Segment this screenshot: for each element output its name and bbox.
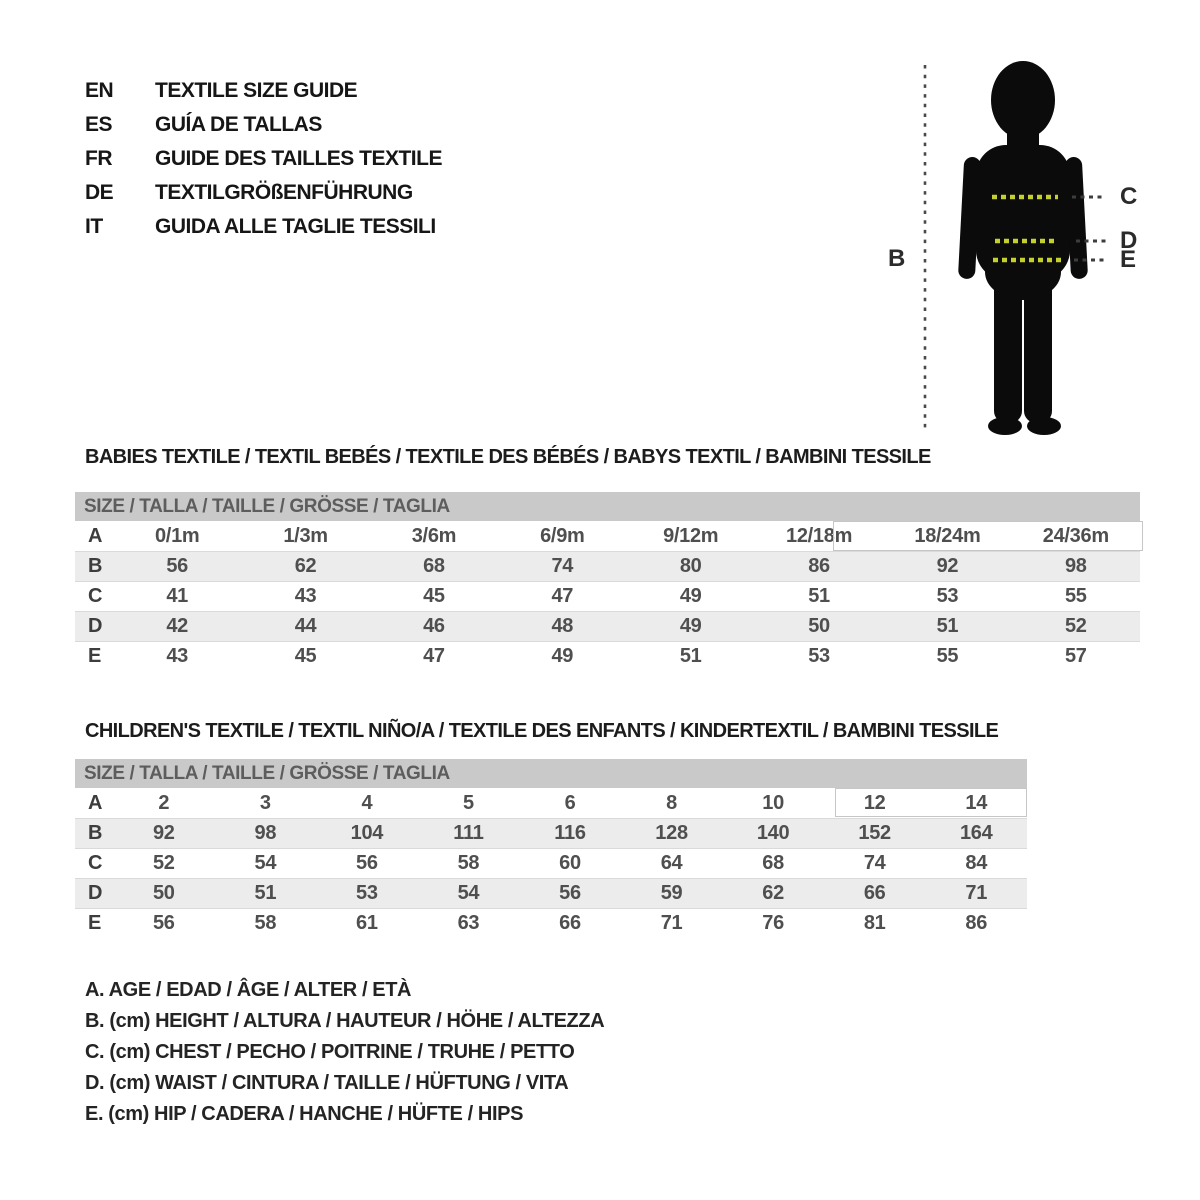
table-cell: 45 [423,585,445,607]
table-cell: 1/3m [283,524,328,547]
table-cell: 14 [965,791,988,814]
table-cell: 56 [559,882,581,904]
table-cell: 53 [936,585,959,607]
table-cell: 42 [166,615,189,637]
table-cell: 111 [453,822,484,844]
table-cell: 140 [756,822,790,844]
table-cell: 2 [158,791,170,814]
row-label: C [88,585,103,607]
label-B: B [888,245,906,272]
language-code: FR [85,147,112,170]
table-row [75,908,1027,938]
table-cell: 45 [294,645,317,667]
table-cell: 59 [660,882,683,904]
table-cell: 81 [863,912,886,934]
table-cell: 51 [254,882,277,904]
children-size-table [75,759,1027,938]
table-cell: 56 [152,912,175,934]
table-cell: 64 [660,852,683,874]
table-row [75,848,1027,878]
table-cell: 68 [762,852,784,874]
table-cell: 62 [762,882,784,904]
table-cell: 49 [551,645,574,667]
language-title: TEXTILE SIZE GUIDE [155,79,358,102]
table-cell: 57 [1064,645,1087,667]
table-cell: 50 [808,615,830,637]
babies-size-table [75,492,1140,671]
language-code: ES [85,113,113,136]
height-line-B [888,65,925,428]
language-title: GUIDE DES TAILLES TEXTILE [155,147,442,170]
table-cell: 10 [762,791,784,814]
table-cell: 5 [463,791,474,814]
row-label: B [88,822,103,844]
table-cell: 4 [361,791,373,814]
table-cell: 92 [936,555,959,577]
table-cell: 51 [808,585,830,607]
table-cell: 164 [959,822,993,844]
table-cell: 49 [679,585,702,607]
table-row [75,878,1027,908]
children-table-body [75,788,1027,938]
table-cell: 84 [965,852,988,874]
table-cell: 43 [166,645,189,667]
table-cell: 56 [356,852,378,874]
table-cell: 6 [564,791,576,814]
legend-row: B. (cm) HEIGHT / ALTURA / HAUTEUR / HÖHE / ALTEZZA [85,1010,605,1032]
label-E: E [1120,246,1137,273]
row-label: E [88,912,102,934]
row-label: A [88,524,103,547]
table-row [75,521,1140,551]
size-table-header: SIZE / TALLA / TAILLE / GRÖSSE / TAGLIA [75,759,1027,788]
table-cell: 18/24m [914,524,981,547]
table-cell: 51 [936,615,959,637]
measurement-legend [85,975,604,1130]
table-cell: 3 [259,791,271,814]
table-cell: 80 [679,555,702,577]
table-cell: 51 [679,645,702,667]
row-label: B [88,555,103,577]
table-cell: 76 [762,912,784,934]
legend-row: D. (cm) WAIST / CINTURA / TAILLE / HÜFTUNG / VITA [85,1072,569,1094]
table-cell: 71 [965,882,988,904]
table-row [75,641,1140,671]
language-row [85,210,442,244]
table-row [75,788,1027,818]
children-section-heading: CHILDREN'S TEXTILE / TEXTIL NIÑO/A / TEXTILE DES ENFANTS / KINDERTEXTIL / BAMBINI TESSILE [85,720,999,742]
table-cell: 92 [152,822,175,844]
table-cell: 46 [423,615,445,637]
child-measurement-figure [880,50,1180,450]
table-cell: 12 [863,791,886,814]
babies-table-body [75,521,1140,671]
table-cell: 9/12m [663,524,719,547]
legend-row: C. (cm) CHEST / PECHO / POITRINE / TRUHE / PETTO [85,1041,575,1063]
table-cell: 56 [166,555,189,577]
table-cell: 43 [294,585,317,607]
table-cell: 54 [457,882,480,904]
table-cell: 74 [863,852,886,874]
table-cell: 86 [965,912,988,934]
legend-row: E. (cm) HIP / CADERA / HANCHE / HÜFTE / HIPS [85,1103,524,1125]
language-title: GUIDA ALLE TAGLIE TESSILI [155,215,436,238]
label-C: C [1120,183,1138,210]
table-row [75,581,1140,611]
table-cell: 8 [666,791,677,814]
table-cell: 86 [808,555,830,577]
language-list [85,74,442,244]
table-cell: 0/1m [154,524,200,547]
table-cell: 98 [1064,555,1087,577]
table-cell: 68 [423,555,445,577]
language-row [85,108,442,142]
table-cell: 52 [1064,615,1087,637]
child-silhouette [958,61,1088,435]
table-cell: 44 [294,615,317,637]
language-row [85,74,442,108]
row-label: E [88,645,102,667]
table-row [75,611,1140,641]
language-title: TEXTILGRÖßENFÜHRUNG [155,181,413,204]
table-cell: 116 [554,822,586,844]
table-cell: 55 [936,645,959,667]
size-table-header: SIZE / TALLA / TAILLE / GRÖSSE / TAGLIA [75,492,1140,521]
table-cell: 58 [254,912,277,934]
table-cell: 98 [254,822,277,844]
language-code: EN [85,79,114,102]
table-cell: 71 [660,912,683,934]
table-cell: 62 [294,555,317,577]
table-cell: 6/9m [540,524,585,547]
table-cell: 104 [350,822,384,844]
language-code: IT [85,215,103,238]
table-cell: 53 [808,645,830,667]
table-cell: 48 [551,615,574,637]
row-label: D [88,882,103,904]
table-cell: 50 [152,882,175,904]
table-cell: 12/18m [786,524,853,547]
table-cell: 60 [559,852,581,874]
table-cell: 54 [254,852,277,874]
table-cell: 47 [551,585,574,607]
language-code: DE [85,181,114,204]
table-cell: 152 [858,822,891,844]
language-row [85,142,442,176]
babies-section-heading: BABIES TEXTILE / TEXTIL BEBÉS / TEXTILE DES BÉBÉS / BABYS TEXTIL / BAMBINI TESSILE [85,446,931,468]
table-cell: 53 [356,882,378,904]
table-cell: 24/36m [1042,524,1109,547]
table-cell: 52 [152,852,175,874]
table-row [75,818,1027,848]
table-cell: 58 [457,852,480,874]
table-cell: 49 [679,615,702,637]
label-D: D [1120,227,1138,254]
table-cell: 41 [166,585,189,607]
row-label: C [88,852,103,874]
table-cell: 66 [559,912,581,934]
table-cell: 61 [356,912,378,934]
language-title: GUÍA DE TALLAS [155,113,322,136]
language-row [85,176,442,210]
table-cell: 47 [423,645,445,667]
table-cell: 63 [457,912,480,934]
row-label: A [88,791,103,814]
row-label: D [88,615,103,637]
table-cell: 128 [655,822,688,844]
table-cell: 66 [863,882,886,904]
table-cell: 3/6m [411,524,457,547]
table-cell: 55 [1064,585,1087,607]
table-row [75,551,1140,581]
table-cell: 74 [551,555,574,577]
legend-row: A. AGE / EDAD / ÂGE / ALTER / ETÀ [85,979,412,1001]
